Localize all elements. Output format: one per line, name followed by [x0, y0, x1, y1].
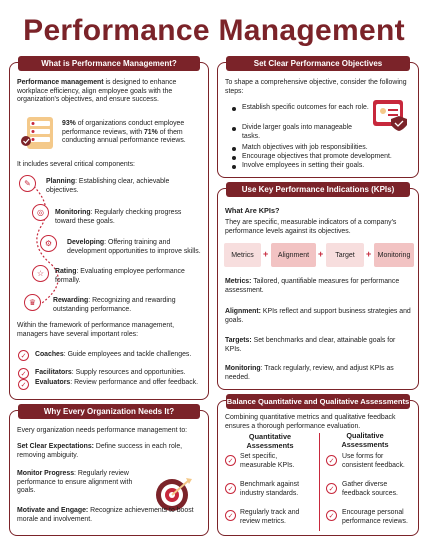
- why-item-motivate-desc: Recognize achievements to boost morale and involvement.: [17, 507, 194, 523]
- kpi-item-targets-desc: Set benchmarks and clear, attainable goals for KPIs.: [225, 337, 396, 353]
- qual-item-2: Gather diverse feedback sources.: [342, 481, 398, 497]
- component-developing: [67, 239, 203, 256]
- component-monitoring: [55, 209, 203, 226]
- why-intro: Every organization needs performance management to:: [17, 427, 188, 434]
- component-monitoring-name: Monitoring: [55, 209, 91, 216]
- goal-clipboard-icon: [371, 96, 411, 132]
- why-item-progress-name: Monitor Progress: [17, 470, 75, 477]
- objective-step-2: Divide larger goals into manageable tasks.: [242, 124, 352, 140]
- kpi-item-targets-name: Targets:: [225, 337, 252, 344]
- kpi-item-alignment-name: Alignment:: [225, 308, 261, 315]
- kpi-box-target: Target: [326, 243, 364, 267]
- stat-93: 93%: [62, 120, 76, 127]
- why-item-expectations-desc: Define success in each role, removing ambiguity.: [17, 443, 183, 459]
- role-coaches-desc: : Guide employees and tackle challenges.: [63, 351, 192, 358]
- component-rewarding: [53, 297, 203, 314]
- role-evaluators-name: Evaluators: [35, 379, 71, 386]
- balance-card: [217, 397, 419, 536]
- why-item-expectations: [17, 443, 203, 460]
- role-facilitators: [35, 369, 203, 378]
- kpi-card: [217, 185, 419, 390]
- role-check-icon: ✓: [18, 350, 29, 361]
- objective-step-5: Involve employees in setting their goals.: [242, 162, 365, 169]
- what-is-header: What is Performance Management?: [18, 56, 200, 71]
- objectives-header: Set Clear Performance Objectives: [226, 56, 410, 71]
- kpi-item-metrics-desc: Tailored, quantifiable measures for performance assessment.: [225, 278, 400, 294]
- role-evaluators-desc: : Review performance and offer feedback.: [70, 379, 199, 386]
- stat-text-d: of them conducting annual performance reviews.: [62, 128, 186, 145]
- kpi-item-metrics: [225, 278, 413, 295]
- step-bullet: [232, 147, 236, 151]
- stat-text-b: of organizations conduct employee performance reviews, with: [62, 120, 185, 136]
- component-planning-desc: : Establishing clear, achievable objectives.: [46, 178, 170, 194]
- stat-illustration: [20, 115, 58, 151]
- plus-icon: +: [318, 249, 324, 259]
- kpi-item-alignment: [225, 308, 413, 325]
- quant-check-icon: ✓: [225, 483, 236, 494]
- quant-item-3: Regularly track and review metrics.: [240, 509, 300, 525]
- kpi-box-alignment: Alignment: [271, 243, 316, 267]
- kpi-item-metrics-name: Metrics:: [225, 278, 252, 285]
- why-item-motivate-name: Motivate and Engage:: [17, 507, 89, 514]
- qual-check-icon: ✓: [326, 483, 337, 494]
- role-facilitators-name: Facilitators: [35, 369, 72, 376]
- monitoring-icon: ◎: [32, 204, 49, 221]
- kpi-item-targets: [225, 337, 413, 354]
- roles-intro: Within the framework of performance management, managers have several important roles:: [17, 322, 175, 338]
- component-rating-desc: : Evaluating employee performance formally.: [55, 268, 185, 284]
- what-intro-bold: Performance management: [17, 79, 104, 86]
- component-rewarding-desc: : Recognizing and rewarding outstanding performance.: [53, 297, 176, 313]
- quant-item-1: Set specific, measurable KPIs.: [240, 453, 295, 469]
- components-intro: It includes several critical components:: [17, 161, 135, 168]
- component-developing-desc: : Offering training and development opportunities to improve skills.: [67, 239, 201, 255]
- step-bullet: [232, 127, 236, 131]
- step-bullet: [232, 156, 236, 160]
- kpi-item-monitoring-name: Monitoring: [225, 365, 261, 372]
- rewarding-icon: ♛: [24, 294, 41, 311]
- objective-step-4: Encourage objectives that promote development.: [242, 153, 392, 160]
- why-item-progress: [17, 470, 135, 496]
- objective-step-3: Match objectives with job responsibilities.: [242, 144, 368, 151]
- qual-check-icon: ✓: [326, 455, 337, 466]
- why-item-expectations-name: Set Clear Expectations:: [17, 443, 94, 450]
- plus-icon: +: [366, 249, 372, 259]
- component-developing-name: Developing: [67, 239, 105, 246]
- quant-check-icon: ✓: [225, 510, 236, 521]
- quant-check-icon: ✓: [225, 455, 236, 466]
- component-planning: [46, 178, 202, 195]
- why-card: [9, 407, 209, 536]
- qual-item-1: Use forms for consistent feedback.: [342, 453, 405, 469]
- why-item-progress-desc: : Regularly review performance to ensure alignment with goals.: [17, 470, 133, 495]
- what-intro: [17, 79, 203, 105]
- objectives-card: [217, 59, 419, 178]
- rating-icon: ☆: [32, 265, 49, 282]
- role-check-icon: ✓: [18, 368, 29, 379]
- role-coaches: [35, 351, 203, 360]
- kpi-what-desc: They are specific, measurable indicators of a company's performance levels against its objectives.: [225, 219, 397, 235]
- component-rewarding-name: Rewarding: [53, 297, 89, 304]
- stat-text: [62, 120, 204, 146]
- role-coaches-name: Coaches: [35, 351, 64, 358]
- component-planning-name: Planning: [46, 178, 76, 185]
- what-intro-rest: is designed to enhance workplace efficiency, align employee goals with the organization's objectives, and ensure success.: [17, 79, 177, 104]
- component-rating-name: Rating: [55, 268, 77, 275]
- column-divider: [319, 433, 320, 531]
- objective-step-1: Establish specific outcomes for each role.: [242, 104, 369, 111]
- qual-item-3: Encourage personal performance reviews.: [342, 509, 408, 525]
- kpi-box-monitoring: Monitoring: [374, 243, 414, 267]
- quant-item-2: Benchmark against industry standards.: [240, 481, 299, 497]
- planning-icon: ✎: [19, 175, 36, 192]
- role-facilitators-desc: : Supply resources and opportunities.: [71, 369, 186, 376]
- balance-header: Balance Quantitative and Qualitative Assessments: [226, 394, 410, 409]
- qual-check-icon: ✓: [326, 510, 337, 521]
- stat-71: 71%: [143, 128, 158, 136]
- kpi-item-monitoring: [225, 365, 413, 382]
- kpi-item-monitoring-desc: : Track regularly, review, and adjust KPIs as needed.: [225, 365, 394, 381]
- kpi-item-alignment-desc: KPIs reflect and support business strategies and goals.: [225, 308, 411, 324]
- role-evaluators: [35, 379, 203, 388]
- kpi-box-metrics: Metrics: [224, 243, 261, 267]
- quant-title: Quantitative Assessments: [246, 432, 294, 450]
- page-title: Performance Management: [23, 14, 405, 47]
- why-item-motivate: [17, 507, 203, 524]
- kpi-flow: [224, 243, 414, 267]
- plus-icon: +: [263, 249, 269, 259]
- kpi-what-title: What Are KPIs?: [225, 206, 280, 215]
- developing-icon: ⚙: [40, 235, 57, 252]
- balance-intro: Combining quantitative metrics and qualitative feedback ensures a thorough performance evaluation.: [225, 414, 396, 430]
- why-header: Why Every Organization Needs It?: [18, 404, 200, 419]
- objectives-intro: To shape a comprehensive objective, consider the following steps:: [225, 79, 407, 95]
- what-is-card: [9, 59, 209, 400]
- qual-title: Qualitative Assessments: [341, 431, 389, 449]
- kpi-header: Use Key Performance Indications (KPIs): [226, 182, 410, 197]
- step-bullet: [232, 165, 236, 169]
- role-check-icon: ✓: [18, 379, 29, 390]
- step-bullet: [232, 107, 236, 111]
- component-monitoring-desc: : Regularly checking progress toward these goals.: [55, 209, 182, 225]
- review-board-icon: [20, 115, 58, 151]
- component-rating: [55, 268, 203, 285]
